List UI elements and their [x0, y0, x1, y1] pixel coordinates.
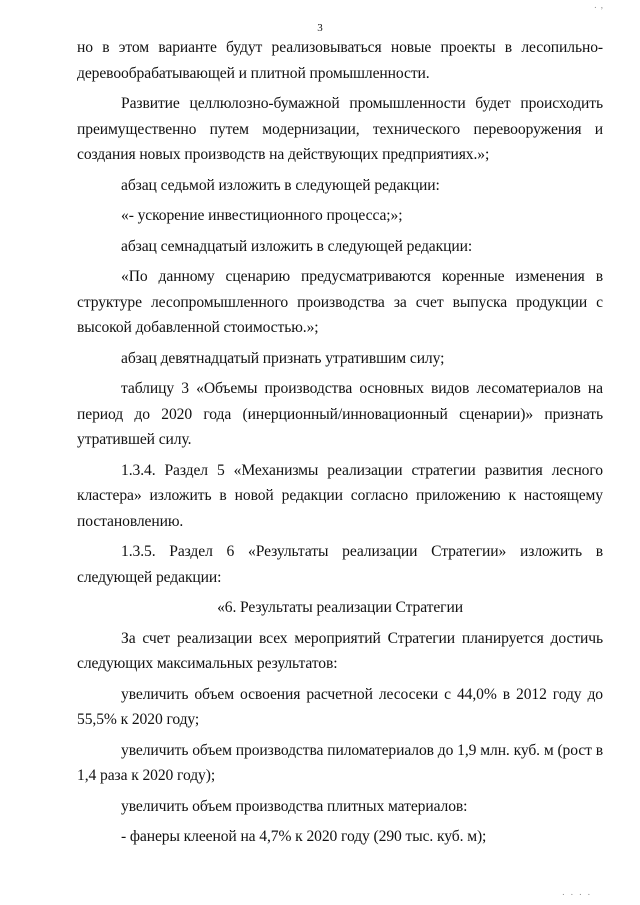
- paragraph-continuation: но в этом варианте будут реализовываться новые проекты в лесопильно-деревообрабатывающей и плитной промышленности.: [77, 39, 603, 82]
- paragraph-nineteenth-void: абзац девятнадцатый признать утратившим силу;: [121, 349, 445, 367]
- paragraph-result-plywood: - фанеры клееной на 4,7% к 2020 году (290 тыс. куб. м);: [121, 828, 487, 845]
- document-body: [77, 35, 603, 855]
- page-number: 3: [317, 22, 323, 34]
- paragraph-table3-void: таблицу 3 «Объемы производства основных видов лесоматериалов на период до 2020 года (инерционный/инновационный сценарии)» признать утратившей силу.: [77, 380, 603, 448]
- paragraph-result-lumber: увеличить объем производства пиломатериалов до 1,9 млн. куб. м (рост в 1,4 раза к 2020 году);: [77, 741, 603, 784]
- paragraph-seventh-instruction: абзац седьмой изложить в следующей редакции:: [121, 176, 440, 194]
- paragraph-seventeenth-text: «По данному сценарию предусматриваются коренные изменения в структуре лесопромышленного производства за счет выпуска продукции с высокой добавленной стоимостью.»;: [77, 268, 603, 336]
- scan-bottom-marks: . . . .: [562, 887, 592, 897]
- paragraph-pulp-paper: Развитие целлюлозно-бумажной промышленности будет происходить преимущественно путем модернизации, технического перевооружения и создания новых производств на действующих предприятиях.»;: [77, 95, 603, 163]
- scan-corner-marks: . ,: [594, 0, 604, 10]
- paragraph-result-harvest: увеличить объем освоения расчетной лесосеки с 44,0% в 2012 году до 55,5% к 2020 году;: [77, 685, 603, 728]
- section-heading: «6. Результаты реализации Стратегии: [217, 599, 463, 616]
- paragraph-seventh-text: «- ускорение инвестиционного процесса;»;: [121, 207, 403, 224]
- paragraph-1-3-5: 1.3.5. Раздел 6 «Результаты реализации Стратегии» изложить в следующей редакции:: [77, 543, 603, 586]
- paragraph-result-panels: увеличить объем производства плитных материалов:: [121, 797, 468, 815]
- paragraph-results-intro: За счет реализации всех мероприятий Стратегии планируется достичь следующих максимальных результатов:: [77, 629, 603, 672]
- paragraph-1-3-4: 1.3.4. Раздел 5 «Механизмы реализации стратегии развития лесного кластера» изложить в новой редакции согласно приложению к настоящему постановлению.: [77, 461, 603, 530]
- paragraph-seventeenth-instruction: абзац семнадцатый изложить в следующей редакции:: [121, 237, 473, 255]
